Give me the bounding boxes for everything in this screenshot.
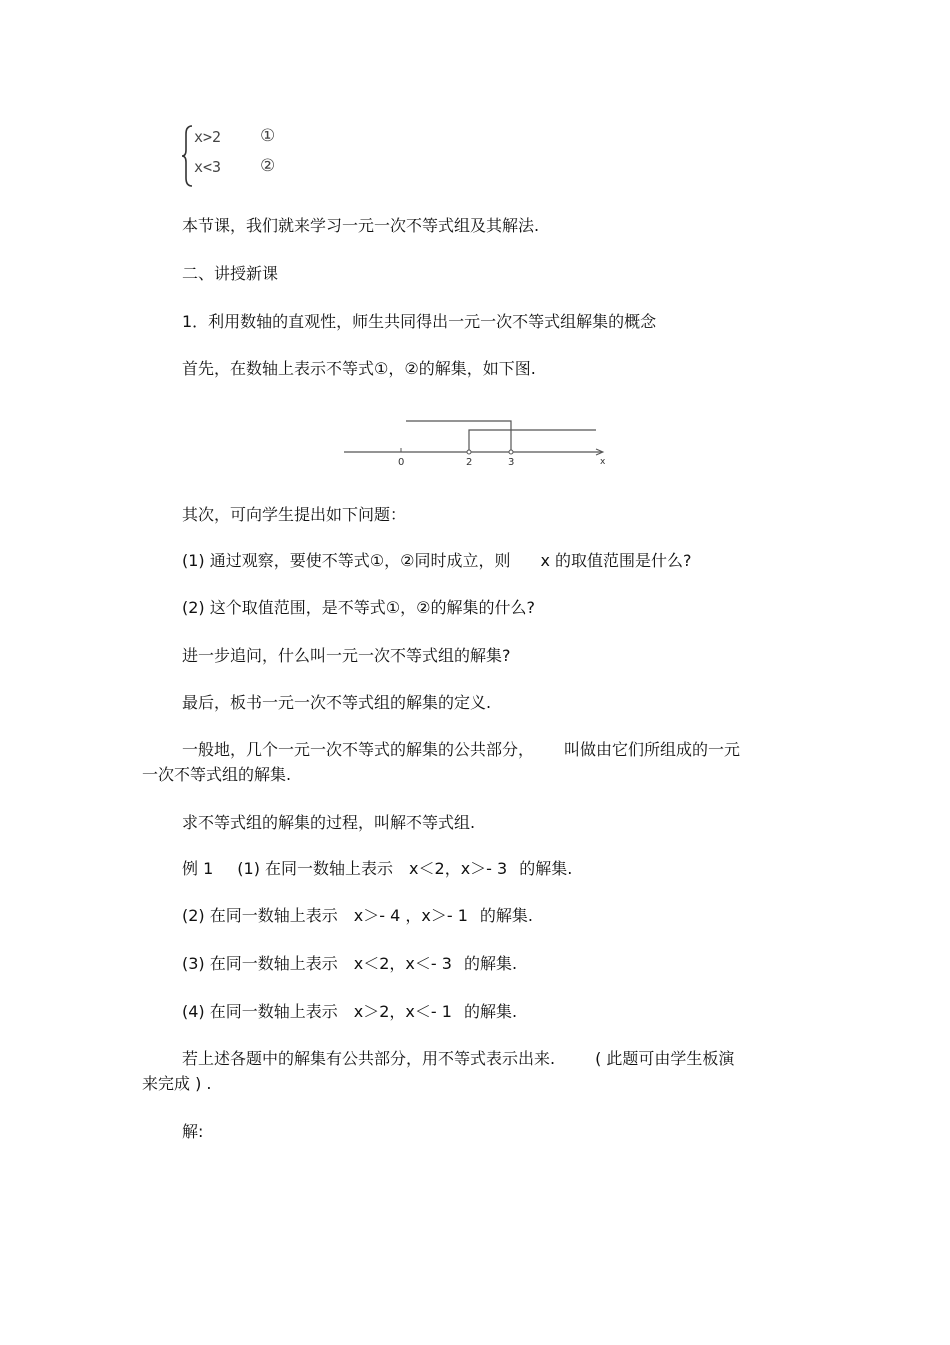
question-1 xyxy=(182,550,692,572)
section-heading: 二、讲授新课 xyxy=(182,264,279,283)
definition-part-a: 一般地，几个一元一次不等式的解集的公共部分， xyxy=(182,740,535,759)
example-3-tail: 的解集. xyxy=(463,954,518,973)
example-1-part-1 xyxy=(182,858,572,880)
solution-label: 解: xyxy=(182,1122,204,1141)
further-question: 进一步追问，什么叫一元一次不等式组的解集? xyxy=(182,646,511,665)
point-2 xyxy=(467,450,471,454)
example-2-inequalities: x＞- 4 ，x＞- 1 xyxy=(353,906,468,925)
definition-part-b: 叫做由它们所组成的一元 xyxy=(564,740,741,759)
common-part-line-1 xyxy=(182,1048,734,1070)
point-3 xyxy=(509,450,513,454)
common-part-line-2: 来完成 ) . xyxy=(142,1074,212,1093)
solution-set-x-gt-2 xyxy=(469,430,596,452)
example-4-tail: 的解集. xyxy=(463,1002,518,1021)
inequality-2: x<3 xyxy=(194,158,222,176)
definition-line-2: 一次不等式组的解集. xyxy=(142,765,292,784)
example-label: 例 1 xyxy=(182,859,214,878)
axis-label-x: x xyxy=(600,457,606,467)
left-brace xyxy=(182,124,194,188)
example-4-inequalities: x＞2，x＜- 1 xyxy=(353,1002,452,1021)
question-1-text: (1) 通过观察，要使不等式①，②同时成立，则 xyxy=(182,551,511,570)
tick-label-0: 0 xyxy=(398,457,405,468)
example-3-inequalities: x＜2，x＜- 3 xyxy=(353,954,452,973)
example-3-text: (3) 在同一数轴上表示 xyxy=(182,954,338,973)
inequality-1: x>2 xyxy=(194,128,222,146)
example-2-tail: 的解集. xyxy=(479,906,533,925)
example-2-text: (2) 在同一数轴上表示 xyxy=(182,906,338,925)
solution-set-x-lt-3 xyxy=(406,421,511,452)
example-1-inequalities: x＜2，x＞- 3 xyxy=(409,859,508,878)
example-1-part-4 xyxy=(182,1001,517,1023)
finally-paragraph: 最后，板书一元一次不等式组的解集的定义. xyxy=(182,693,492,712)
process-definition: 求不等式组的解集的过程，叫解不等式组. xyxy=(182,813,476,832)
example-1-tail: 的解集. xyxy=(519,859,573,878)
common-part-note: ( 此题可由学生板演 xyxy=(595,1049,735,1068)
number-line-figure xyxy=(340,410,620,470)
example-1-text: (1) 在同一数轴上表示 xyxy=(237,859,394,878)
first-paragraph: 首先，在数轴上表示不等式①，②的解集，如下图. xyxy=(182,359,536,378)
example-1-part-3 xyxy=(182,953,517,975)
tick-label-3: 3 xyxy=(508,457,515,468)
tick-label-2: 2 xyxy=(466,457,473,468)
question-2: (2) 这个取值范围，是不等式①，②的解集的什么? xyxy=(182,598,535,617)
item-1: 1．利用数轴的直观性，师生共同得出一元一次不等式组解集的概念 xyxy=(182,312,657,331)
definition-line-1 xyxy=(182,739,740,761)
intro-paragraph: 本节课，我们就来学习一元一次不等式组及其解法. xyxy=(182,216,540,235)
example-4-text: (4) 在同一数轴上表示 xyxy=(182,1002,338,1021)
inequality-system xyxy=(182,124,292,188)
question-1-tail: x 的取值范围是什么? xyxy=(540,551,692,570)
common-part-text: 若上述各题中的解集有公共部分，用不等式表示出来. xyxy=(182,1049,556,1068)
inequality-2-marker: ② xyxy=(260,156,276,176)
example-1-part-2 xyxy=(182,905,533,927)
second-paragraph: 其次，可向学生提出如下问题： xyxy=(182,505,407,524)
inequality-1-marker: ① xyxy=(260,126,276,146)
